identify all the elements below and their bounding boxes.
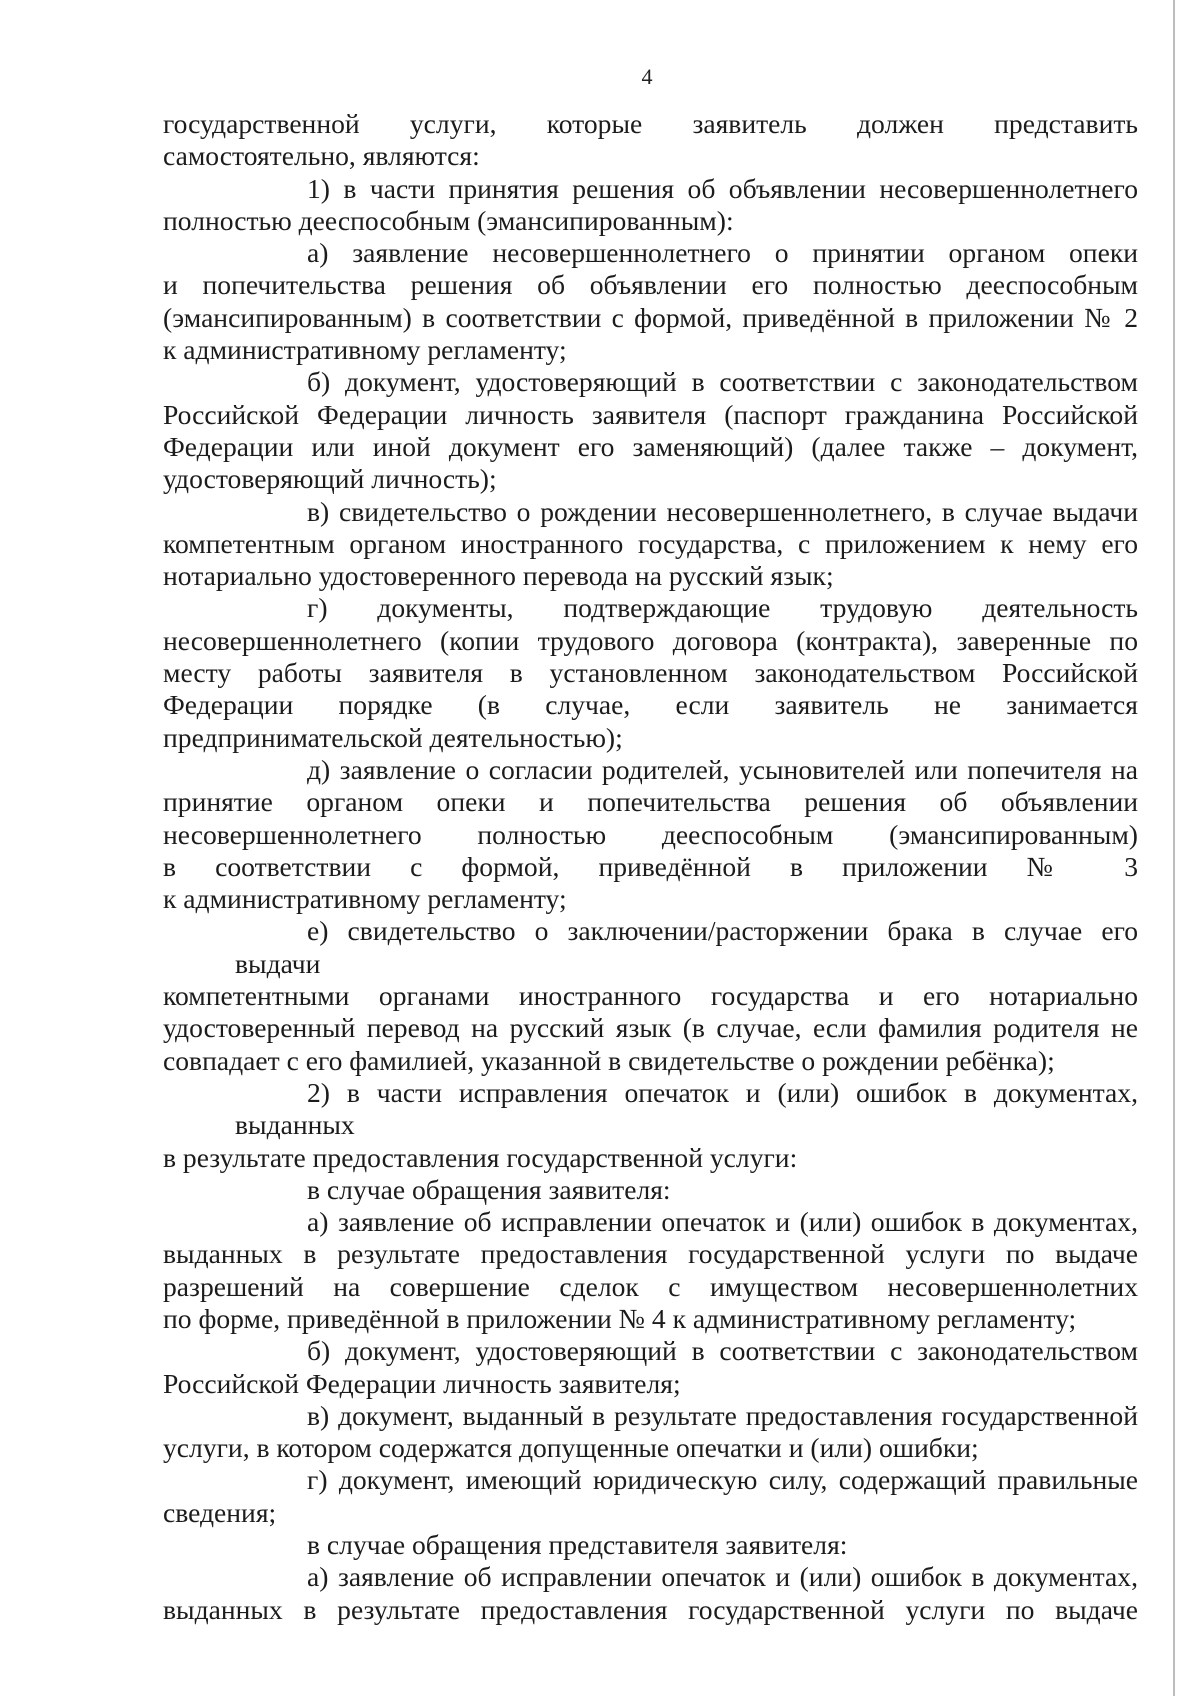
document-body	[163, 108, 1138, 1626]
text-line: г) документ, имеющий юридическую силу, содержащий правильные	[307, 1464, 1138, 1496]
paragraph-item-1d	[163, 754, 1138, 915]
text-line: а) заявление несовершеннолетнего о принятии органом опеки	[307, 237, 1138, 269]
text-line: в соответствии с формой, приведённой в приложении № 3	[163, 850, 1138, 882]
text-line: в результате предоставления государственной услуги:	[163, 1141, 798, 1173]
text-line: а) заявление об исправлении опечаток и (или) ошибок в документах,	[307, 1561, 1138, 1593]
text-line: удостоверяющий личность);	[163, 463, 497, 495]
paragraph-item-1	[163, 173, 1138, 238]
paragraph-item-1e	[163, 915, 1138, 1076]
paragraph-item-2g	[163, 1464, 1138, 1529]
text-line: 1) в части принятия решения об объявлении несовершеннолетнего	[307, 172, 1138, 204]
text-line: компетентным органом иностранного государства, с приложением к нему его	[163, 527, 1138, 559]
text-line: услуги, в котором содержатся допущенные опечатки и (или) ошибки;	[163, 1432, 979, 1464]
text-line: д) заявление о согласии родителей, усыновителей или попечителя на	[307, 753, 1138, 785]
text-line: несовершеннолетнего полностью дееспособным (эмансипированным)	[163, 818, 1138, 850]
text-line: Федерации порядке (в случае, если заявитель не занимается	[163, 689, 1138, 721]
text-line: предпринимательской деятельностью);	[163, 721, 623, 753]
text-line: в) документ, выданный в результате предоставления государственной	[307, 1399, 1138, 1431]
text-line: самостоятельно, являются:	[163, 140, 480, 172]
text-line: компетентными органами иностранного государства и его нотариально	[163, 980, 1138, 1012]
text-line: и попечительства решения об объявлении его полностью дееспособным	[163, 269, 1138, 301]
paragraph-case-applicant	[163, 1174, 1138, 1206]
text-line: нотариально удостоверенного перевода на русский язык;	[163, 560, 834, 592]
scan-edge-line	[1173, 0, 1175, 1696]
text-line: Российской Федерации личность заявителя (паспорт гражданина Российской	[163, 398, 1138, 430]
page-number: 4	[641, 64, 653, 89]
text-line: к административному регламенту;	[163, 883, 567, 915]
paragraph-item-1v	[163, 496, 1138, 593]
text-line: в) свидетельство о рождении несовершеннолетнего, в случае выдачи	[307, 495, 1138, 527]
text-line: разрешений на совершение сделок с имуществом несовершеннолетних	[163, 1270, 1138, 1302]
paragraph-item-2a-rep	[163, 1561, 1138, 1626]
text-line: удостоверенный перевод на русский язык (в случае, если фамилия родителя не	[163, 1012, 1138, 1044]
text-line: Российской Федерации личность заявителя;	[163, 1367, 681, 1399]
text-line: Федерации или иной документ его заменяющий) (далее также – документ,	[163, 430, 1138, 462]
text-line: по форме, приведённой в приложении № 4 к административному регламенту;	[163, 1302, 1077, 1334]
text-line: выданных в результате предоставления государственной услуги по выдаче	[163, 1238, 1138, 1270]
paragraph-case-representative	[163, 1529, 1138, 1561]
paragraph-item-1a	[163, 237, 1138, 366]
paragraph-item-1g	[163, 592, 1138, 753]
paragraph-intro	[163, 108, 1138, 173]
text-line: в случае обращения представителя заявителя:	[307, 1529, 848, 1561]
text-line: сведения;	[163, 1496, 277, 1528]
paragraph-item-2b	[163, 1335, 1138, 1400]
text-line: б) документ, удостоверяющий в соответствии с законодательством	[307, 366, 1138, 398]
paragraph-item-2a	[163, 1206, 1138, 1335]
text-line: в случае обращения заявителя:	[307, 1173, 671, 1205]
text-line: 2) в части исправления опечаток и (или) ошибок в документах, выданных	[235, 1076, 1138, 1141]
text-line: б) документ, удостоверяющий в соответствии с законодательством	[307, 1335, 1138, 1367]
text-line: (эмансипированным) в соответствии с формой, приведённой в приложении № 2	[163, 301, 1138, 333]
text-line: выданных в результате предоставления государственной услуги по выдаче	[163, 1593, 1138, 1625]
text-line: совпадает с его фамилией, указанной в свидетельстве о рождении ребёнка);	[163, 1044, 1055, 1076]
text-line: месту работы заявителя в установленном законодательством Российской	[163, 657, 1138, 689]
text-line: е) свидетельство о заключении/расторжении брака в случае его выдачи	[235, 915, 1138, 979]
text-line: полностью дееспособным (эмансипированным):	[163, 204, 734, 236]
text-line: г) документы, подтверждающие трудовую деятельность	[307, 592, 1138, 624]
text-line: несовершеннолетнего (копии трудового договора (контракта), заверенные по	[163, 624, 1138, 656]
paragraph-item-2v	[163, 1400, 1138, 1465]
paragraph-item-2	[163, 1077, 1138, 1174]
text-line: государственной услуги, которые заявитель должен представить	[163, 108, 1138, 139]
paragraph-item-1b	[163, 366, 1138, 495]
text-line: к административному регламенту;	[163, 334, 567, 366]
text-line: а) заявление об исправлении опечаток и (или) ошибок в документах,	[307, 1206, 1138, 1238]
text-line: принятие органом опеки и попечительства решения об объявлении	[163, 786, 1138, 818]
